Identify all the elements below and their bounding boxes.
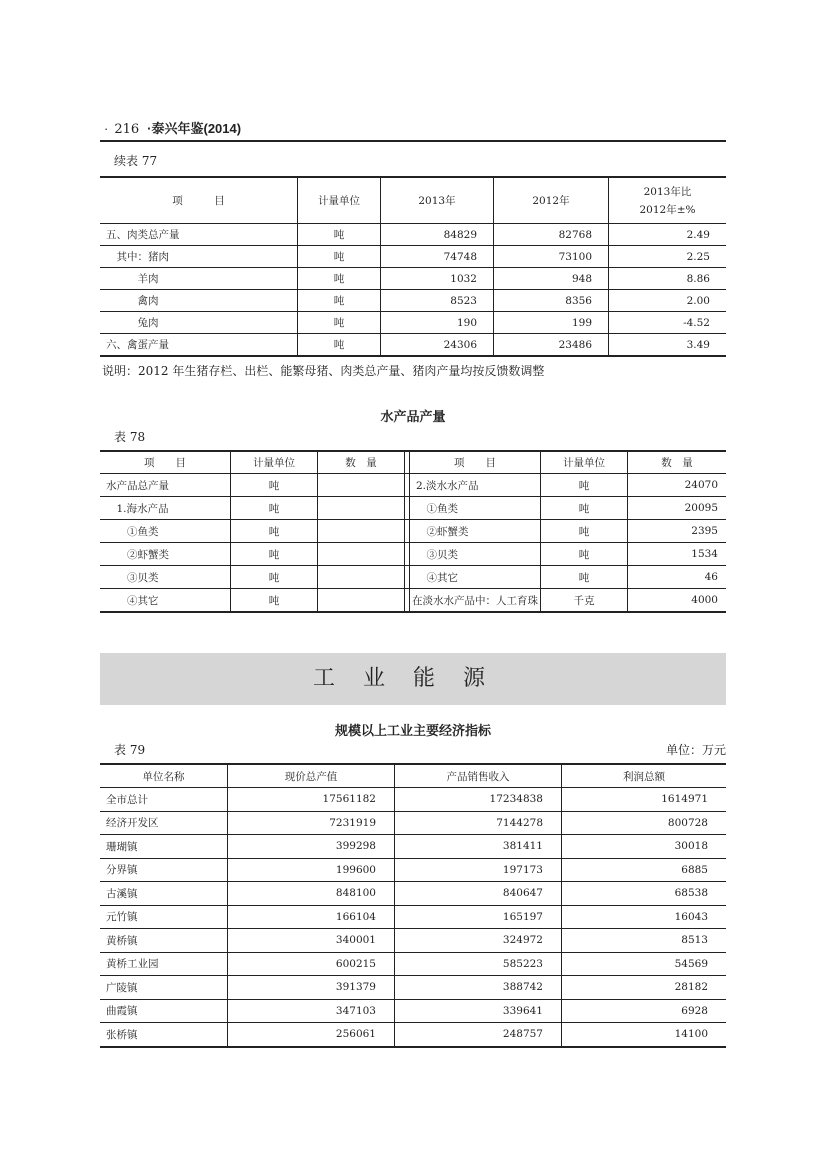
col-header-unit-right: 计量单位 (541, 451, 628, 474)
row-sales: 165197 (395, 905, 562, 929)
row-unit-right: 吨 (541, 566, 628, 589)
row-unit-right: 吨 (541, 474, 628, 497)
row-item: 禽肉 (100, 290, 298, 312)
row-unit: 吨 (298, 334, 381, 357)
row-profit: 14100 (562, 1023, 727, 1047)
row-unit-right: 吨 (541, 520, 628, 543)
table-row (100, 811, 726, 835)
table-row (100, 905, 726, 929)
row-item-right: ④其它 (410, 566, 541, 589)
row-sales: 7144278 (395, 811, 562, 835)
row-item-left: ③贝类 (100, 566, 231, 589)
row-2013: 190 (381, 312, 494, 334)
row-qty-left (318, 566, 405, 589)
col-header-change: 2013年比 2012年±% (609, 177, 727, 224)
row-qty-left (318, 589, 405, 613)
row-unit-left: 吨 (231, 520, 318, 543)
row-sales: 324972 (395, 929, 562, 953)
table-row (100, 474, 726, 497)
row-unit: 吨 (298, 224, 381, 246)
table-row (100, 334, 726, 357)
row-output: 347103 (228, 999, 395, 1023)
row-output: 17561182 (228, 788, 395, 812)
row-2012: 82768 (494, 224, 609, 246)
row-profit: 68538 (562, 882, 727, 906)
col-header-sales: 产品销售收入 (395, 764, 562, 788)
row-sales: 339641 (395, 999, 562, 1023)
table-row (100, 312, 726, 334)
row-name: 经济开发区 (100, 811, 228, 835)
row-change: 2.25 (609, 246, 727, 268)
row-output: 399298 (228, 835, 395, 859)
row-item-right: ②虾蟹类 (410, 520, 541, 543)
table-header-row (100, 451, 726, 474)
row-name: 黄桥镇 (100, 929, 228, 953)
row-qty-left (318, 474, 405, 497)
col-header-item-right: 项 目 (410, 451, 541, 474)
row-name: 元竹镇 (100, 905, 228, 929)
table-77-caption: 续表 77 (114, 154, 158, 168)
col-header-unit: 计量单位 (298, 177, 381, 224)
col-header-item-left: 项 目 (100, 451, 231, 474)
row-output: 848100 (228, 882, 395, 906)
row-change: -4.52 (609, 312, 727, 334)
row-unit-left: 吨 (231, 589, 318, 613)
header-bullet: · (104, 121, 109, 136)
row-item: 羊肉 (100, 268, 298, 290)
row-profit: 6885 (562, 858, 727, 882)
row-name: 曲霞镇 (100, 999, 228, 1023)
table-78-caption: 表 78 (114, 430, 146, 444)
page-number: 216 (114, 122, 140, 137)
row-unit-right: 吨 (541, 497, 628, 520)
table-row (100, 952, 726, 976)
col-header-qty-left: 数 量 (318, 451, 405, 474)
row-2013: 74748 (381, 246, 494, 268)
row-qty-right: 1534 (628, 543, 727, 566)
row-name: 黄桥工业园 (100, 952, 228, 976)
col-header-2012: 2012年 (494, 177, 609, 224)
table-77-note: 说明：2012 年生猪存栏、出栏、能繁母猪、肉类总产量、猪肉产量均按反馈数调整 (102, 364, 545, 378)
row-output: 256061 (228, 1023, 395, 1047)
row-sales: 840647 (395, 882, 562, 906)
row-2013: 84829 (381, 224, 494, 246)
row-sales: 585223 (395, 952, 562, 976)
row-output: 391379 (228, 976, 395, 1000)
section-banner: 工业能源 (100, 653, 726, 705)
table-header-row (100, 764, 726, 788)
row-item-left: 1.海水产品 (100, 497, 231, 520)
row-output: 340001 (228, 929, 395, 953)
col-header-profit: 利润总额 (562, 764, 727, 788)
row-output: 199600 (228, 858, 395, 882)
col-header-name: 单位名称 (100, 764, 228, 788)
row-unit-left: 吨 (231, 566, 318, 589)
table-row (100, 1023, 726, 1047)
row-item: 其中：猪肉 (100, 246, 298, 268)
col-header-qty-right: 数 量 (628, 451, 727, 474)
table-row (100, 224, 726, 246)
row-item: 五、肉类总产量 (100, 224, 298, 246)
row-profit: 16043 (562, 905, 727, 929)
row-sales: 248757 (395, 1023, 562, 1047)
row-sales: 388742 (395, 976, 562, 1000)
row-change: 2.49 (609, 224, 727, 246)
row-change: 2.00 (609, 290, 727, 312)
row-profit: 8513 (562, 929, 727, 953)
row-profit: 28182 (562, 976, 727, 1000)
table-79-caption: 表 79 (114, 743, 146, 757)
row-item-right: 2.淡水水产品 (410, 474, 541, 497)
table-row (100, 566, 726, 589)
row-qty-right: 2395 (628, 520, 727, 543)
row-output: 600215 (228, 952, 395, 976)
row-qty-left (318, 520, 405, 543)
row-output: 166104 (228, 905, 395, 929)
table-row (100, 543, 726, 566)
page-header (104, 118, 241, 137)
row-2012: 8356 (494, 290, 609, 312)
table-row (100, 999, 726, 1023)
table-row (100, 882, 726, 906)
row-qty-right: 20095 (628, 497, 727, 520)
row-2012: 73100 (494, 246, 609, 268)
row-item-left: ①鱼类 (100, 520, 231, 543)
row-qty-left (318, 497, 405, 520)
row-2012: 23486 (494, 334, 609, 357)
table-row (100, 589, 726, 613)
row-profit: 6928 (562, 999, 727, 1023)
header-rule (100, 140, 726, 142)
table-row (100, 858, 726, 882)
row-unit: 吨 (298, 312, 381, 334)
table-78-title: 水产品产量 (380, 409, 446, 424)
row-qty-right: 4000 (628, 589, 727, 613)
table-row (100, 268, 726, 290)
row-qty-left (318, 543, 405, 566)
row-sales: 381411 (395, 835, 562, 859)
row-unit: 吨 (298, 268, 381, 290)
table-row (100, 290, 726, 312)
row-name: 分界镇 (100, 858, 228, 882)
table-header-row (100, 177, 726, 224)
row-unit-right: 千克 (541, 589, 628, 613)
row-unit: 吨 (298, 246, 381, 268)
row-item-right: ③贝类 (410, 543, 541, 566)
row-profit: 1614971 (562, 788, 727, 812)
row-2013: 8523 (381, 290, 494, 312)
table-row (100, 520, 726, 543)
row-2013: 1032 (381, 268, 494, 290)
row-sales: 197173 (395, 858, 562, 882)
row-unit-left: 吨 (231, 497, 318, 520)
row-name: 珊瑚镇 (100, 835, 228, 859)
row-name: 全市总计 (100, 788, 228, 812)
row-qty-right: 24070 (628, 474, 727, 497)
row-2013: 24306 (381, 334, 494, 357)
row-item-right: 在淡水水产品中：人工育珠 (410, 589, 541, 613)
row-change: 8.86 (609, 268, 727, 290)
row-item: 六、禽蛋产量 (106, 339, 169, 351)
row-2012: 199 (494, 312, 609, 334)
row-unit-left: 吨 (231, 474, 318, 497)
row-profit: 54569 (562, 952, 727, 976)
table-78 (100, 450, 726, 613)
table-row (100, 497, 726, 520)
table-77 (100, 176, 726, 357)
row-profit: 30018 (562, 835, 727, 859)
row-item-right: ①鱼类 (410, 497, 541, 520)
table-row (100, 788, 726, 812)
col-header-2013: 2013年 (381, 177, 494, 224)
col-header-unit-left: 计量单位 (231, 451, 318, 474)
row-unit-right: 吨 (541, 543, 628, 566)
table-79-unit: 单位：万元 (665, 743, 726, 757)
table-row (100, 976, 726, 1000)
row-sales: 17234838 (395, 788, 562, 812)
row-name: 张桥镇 (106, 1028, 138, 1041)
row-item-left: 水产品总产量 (100, 474, 231, 497)
col-header-output: 现价总产值 (228, 764, 395, 788)
row-item: 兔肉 (100, 312, 298, 334)
book-title: ·泰兴年鉴(2014) (147, 121, 242, 136)
row-2012: 948 (494, 268, 609, 290)
row-qty-right: 46 (628, 566, 727, 589)
table-79-title: 规模以上工业主要经济指标 (334, 723, 491, 738)
row-change: 3.49 (609, 334, 727, 357)
row-name: 古溪镇 (100, 882, 228, 906)
row-unit: 吨 (298, 290, 381, 312)
row-name: 广陵镇 (100, 976, 228, 1000)
col-header-item: 项 目 (100, 177, 298, 224)
row-item-left: ④其它 (106, 594, 159, 607)
table-row (100, 929, 726, 953)
row-output: 7231919 (228, 811, 395, 835)
row-profit: 800728 (562, 811, 727, 835)
row-item-left: ②虾蟹类 (100, 543, 231, 566)
row-unit-left: 吨 (231, 543, 318, 566)
table-row (100, 835, 726, 859)
table-row (100, 246, 726, 268)
table-79 (100, 763, 726, 1048)
